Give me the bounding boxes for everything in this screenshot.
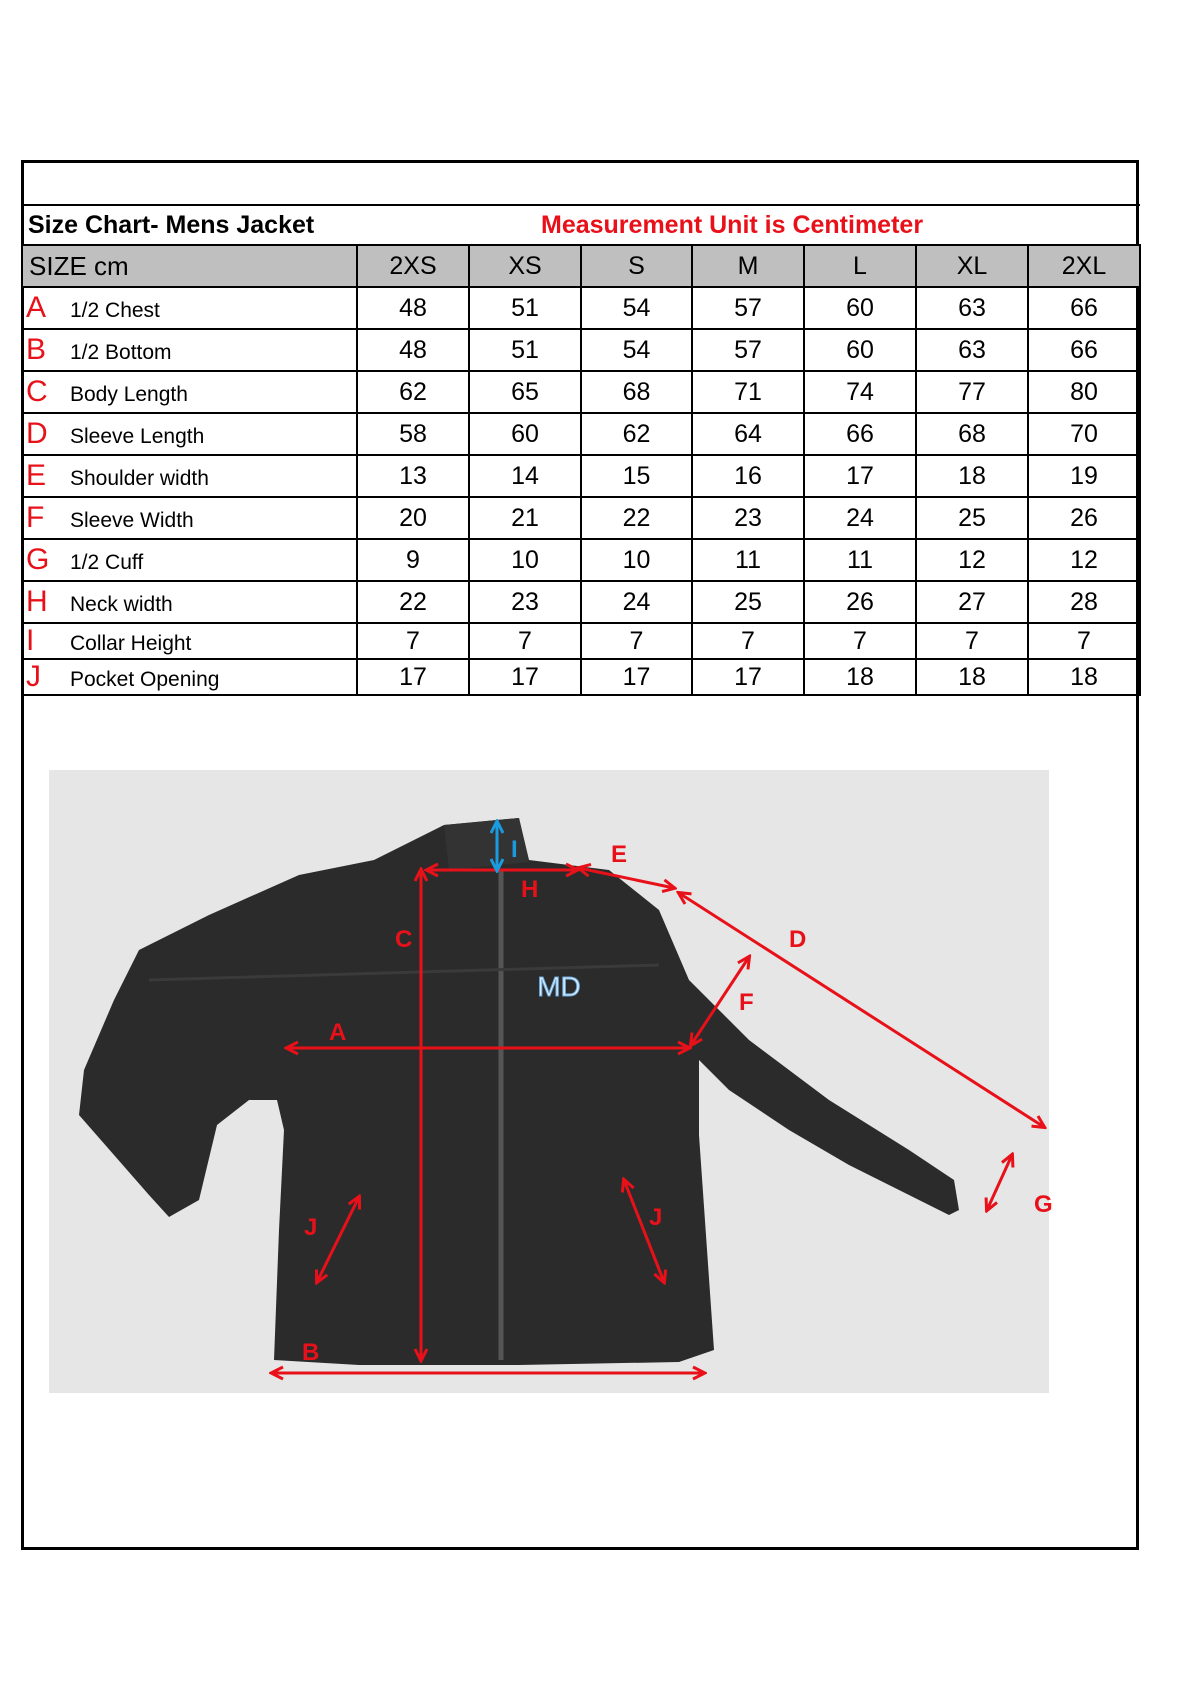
value-cell: 20 xyxy=(357,497,469,539)
label-h: H xyxy=(521,876,539,903)
measurement-name-cell xyxy=(22,371,357,413)
value-cell: 17 xyxy=(804,455,916,497)
measurement-name: Shoulder width xyxy=(70,467,209,490)
value-cell: 15 xyxy=(581,455,692,497)
value-cell: 27 xyxy=(916,581,1028,623)
label-j-left: J xyxy=(304,1214,318,1241)
measurement-letter: G xyxy=(26,543,50,576)
size-chart-table xyxy=(21,204,1141,696)
value-cell: 17 xyxy=(692,659,804,695)
value-cell: 10 xyxy=(469,539,581,581)
value-cell: 26 xyxy=(804,581,916,623)
measurement-name: Neck width xyxy=(70,593,173,616)
label-c: C xyxy=(395,926,413,953)
value-cell: 12 xyxy=(1028,539,1140,581)
value-cell: 22 xyxy=(581,497,692,539)
value-cell: 54 xyxy=(581,287,692,329)
value-cell: 9 xyxy=(357,539,469,581)
value-cell: 66 xyxy=(1028,329,1140,371)
measurement-row xyxy=(22,539,1140,581)
value-cell: 58 xyxy=(357,413,469,455)
measurement-name-cell xyxy=(22,287,357,329)
value-cell: 77 xyxy=(916,371,1028,413)
value-cell: 24 xyxy=(804,497,916,539)
measurement-name: Body Length xyxy=(70,383,188,406)
measurement-name-cell xyxy=(22,455,357,497)
measurement-name: Pocket Opening xyxy=(70,668,220,691)
measurement-letter: A xyxy=(26,291,47,324)
measurement-row xyxy=(22,455,1140,497)
value-cell: 70 xyxy=(1028,413,1140,455)
measurement-letter: B xyxy=(26,333,47,366)
label-e: E xyxy=(611,841,628,868)
measurement-name-cell xyxy=(22,659,357,695)
measurement-letter: C xyxy=(26,375,48,408)
measurement-letter: J xyxy=(26,660,41,693)
value-cell: 18 xyxy=(804,659,916,695)
value-cell: 7 xyxy=(804,623,916,659)
measurement-row xyxy=(22,497,1140,539)
size-header-s: S xyxy=(581,245,692,287)
value-cell: 62 xyxy=(581,413,692,455)
value-cell: 68 xyxy=(916,413,1028,455)
measurement-name: Sleeve Width xyxy=(70,509,194,532)
measurement-row xyxy=(22,413,1140,455)
value-cell: 23 xyxy=(469,581,581,623)
value-cell: 24 xyxy=(581,581,692,623)
measurement-row xyxy=(22,659,1140,695)
value-cell: 63 xyxy=(916,329,1028,371)
value-cell: 64 xyxy=(692,413,804,455)
value-cell: 80 xyxy=(1028,371,1140,413)
value-cell: 17 xyxy=(581,659,692,695)
jacket-photo xyxy=(49,770,1053,1393)
value-cell: 12 xyxy=(916,539,1028,581)
value-cell: 54 xyxy=(581,329,692,371)
value-cell: 11 xyxy=(804,539,916,581)
label-d: D xyxy=(789,926,807,953)
measurement-name-cell xyxy=(22,497,357,539)
chart-title: Size Chart- Mens Jacket xyxy=(22,205,581,245)
value-cell: 68 xyxy=(581,371,692,413)
value-cell: 11 xyxy=(692,539,804,581)
value-cell: 25 xyxy=(916,497,1028,539)
label-g: G xyxy=(1034,1191,1053,1218)
label-f: F xyxy=(739,989,754,1016)
measurement-name: 1/2 Cuff xyxy=(70,551,144,574)
value-cell: 23 xyxy=(692,497,804,539)
value-cell: 57 xyxy=(692,329,804,371)
value-cell: 51 xyxy=(469,329,581,371)
value-cell: 60 xyxy=(804,329,916,371)
measurement-letter: I xyxy=(26,624,35,657)
measurement-letter: F xyxy=(26,501,45,534)
value-cell: 48 xyxy=(357,329,469,371)
value-cell: 25 xyxy=(692,581,804,623)
value-cell: 16 xyxy=(692,455,804,497)
value-cell: 18 xyxy=(916,659,1028,695)
title-row xyxy=(22,205,1140,245)
value-cell: 7 xyxy=(1028,623,1140,659)
value-cell: 57 xyxy=(692,287,804,329)
value-cell: 7 xyxy=(357,623,469,659)
measurement-name-cell xyxy=(22,581,357,623)
value-cell: 18 xyxy=(1028,659,1140,695)
size-header-l: L xyxy=(804,245,916,287)
value-cell: 19 xyxy=(1028,455,1140,497)
value-cell: 71 xyxy=(692,371,804,413)
value-cell: 22 xyxy=(357,581,469,623)
value-cell: 7 xyxy=(916,623,1028,659)
value-cell: 65 xyxy=(469,371,581,413)
value-cell: 13 xyxy=(357,455,469,497)
label-a: A xyxy=(329,1019,347,1046)
value-cell: 7 xyxy=(581,623,692,659)
value-cell: 14 xyxy=(469,455,581,497)
value-cell: 60 xyxy=(469,413,581,455)
size-header-2xl: 2XL xyxy=(1028,245,1140,287)
measurement-name-cell xyxy=(22,623,357,659)
size-header-xl: XL xyxy=(916,245,1028,287)
measurement-row xyxy=(22,287,1140,329)
measurement-name: Collar Height xyxy=(70,632,192,655)
measurement-letter: D xyxy=(26,417,48,450)
measurement-row xyxy=(22,371,1140,413)
label-i: I xyxy=(511,836,518,863)
value-cell: 74 xyxy=(804,371,916,413)
value-cell: 10 xyxy=(581,539,692,581)
value-cell: 60 xyxy=(804,287,916,329)
measurement-row xyxy=(22,581,1140,623)
measurement-name-cell xyxy=(22,539,357,581)
size-label: SIZE cm xyxy=(22,245,357,287)
value-cell: 63 xyxy=(916,287,1028,329)
measurement-name: 1/2 Bottom xyxy=(70,341,172,364)
label-b: B xyxy=(302,1339,320,1366)
logo-text: MD xyxy=(537,971,581,1002)
measurement-letter: E xyxy=(26,459,47,492)
size-header-xs: XS xyxy=(469,245,581,287)
measurement-name: Sleeve Length xyxy=(70,425,205,448)
size-header-m: M xyxy=(692,245,804,287)
measurement-name-cell xyxy=(22,413,357,455)
measurement-row xyxy=(22,329,1140,371)
value-cell: 51 xyxy=(469,287,581,329)
header-row xyxy=(22,245,1140,287)
value-cell: 7 xyxy=(469,623,581,659)
value-cell: 26 xyxy=(1028,497,1140,539)
measurement-name-cell xyxy=(22,329,357,371)
measurement-letter: H xyxy=(26,585,48,618)
value-cell: 21 xyxy=(469,497,581,539)
value-cell: 66 xyxy=(1028,287,1140,329)
unit-note: Measurement Unit is Centimeter xyxy=(581,205,1140,245)
size-header-2xs: 2XS xyxy=(357,245,469,287)
measurement-row xyxy=(22,623,1140,659)
value-cell: 18 xyxy=(916,455,1028,497)
value-cell: 62 xyxy=(357,371,469,413)
label-j-right: J xyxy=(649,1204,663,1231)
value-cell: 48 xyxy=(357,287,469,329)
value-cell: 66 xyxy=(804,413,916,455)
value-cell: 17 xyxy=(357,659,469,695)
measurement-name: 1/2 Chest xyxy=(70,299,160,322)
value-cell: 17 xyxy=(469,659,581,695)
value-cell: 7 xyxy=(692,623,804,659)
value-cell: 28 xyxy=(1028,581,1140,623)
